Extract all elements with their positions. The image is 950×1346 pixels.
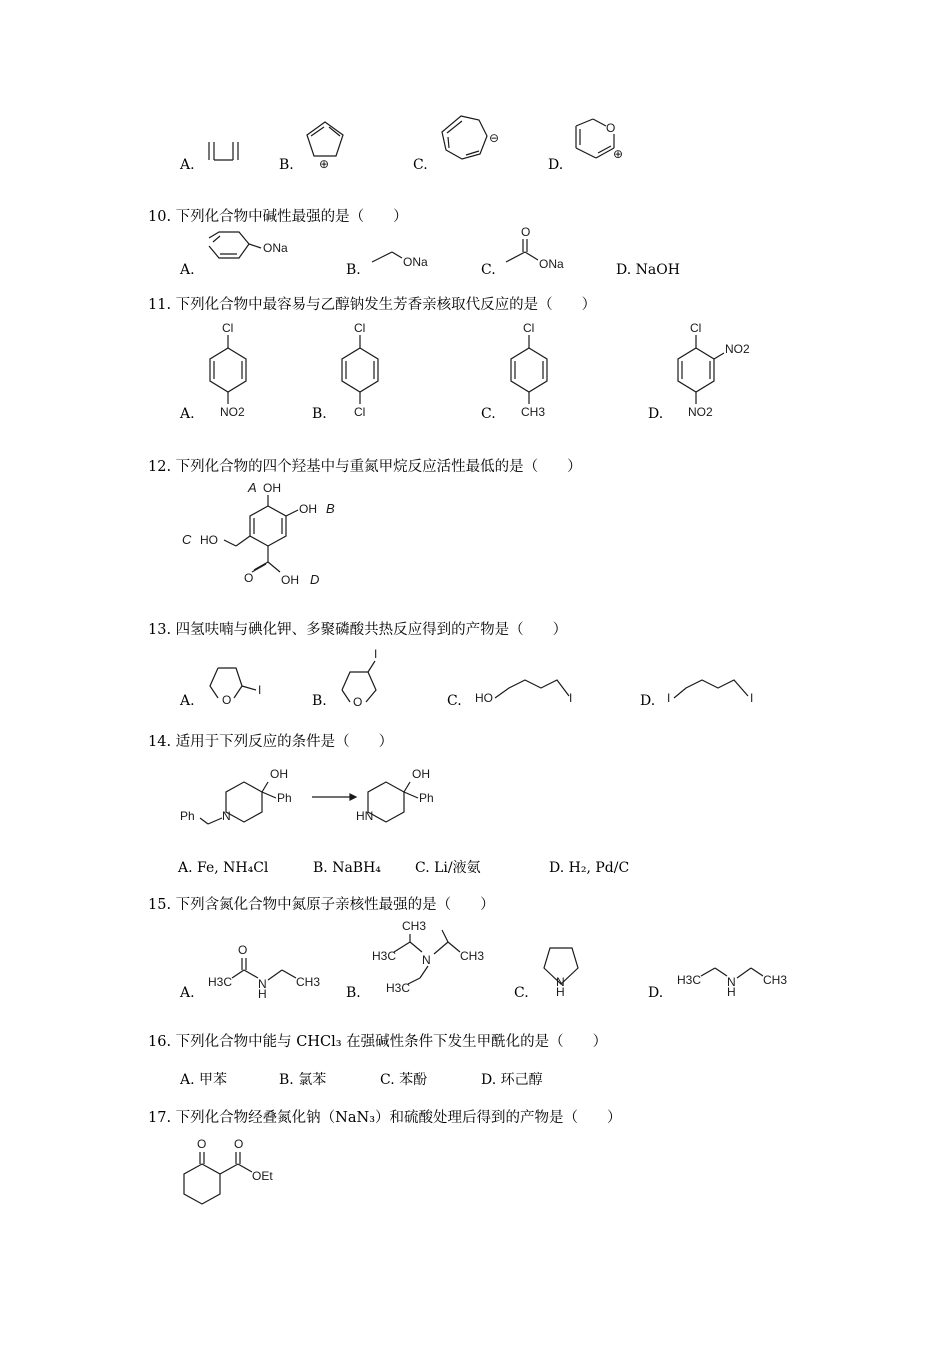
q15-a-n: N (258, 977, 267, 991)
q13-c-i: I (569, 691, 573, 705)
q14-n-reactant: N (222, 809, 231, 823)
q16-option-a[interactable]: A. 甲苯 (180, 1072, 228, 1088)
q12-label-a: A (248, 480, 257, 495)
q12-oh-d: OH (281, 573, 299, 587)
q13-stem: 13. 四氢呋喃与碘化钾、多聚磷酸共热反应得到的产物是（ ） (148, 622, 568, 638)
q15-structure-b (372, 916, 492, 998)
q12-label-b: B (326, 501, 335, 516)
q11-option-a[interactable]: A. (180, 406, 195, 422)
q11-option-d[interactable]: D. (648, 406, 664, 422)
q13-structure-a (204, 664, 274, 706)
q17-structure (180, 1134, 290, 1214)
q10-option-d[interactable]: D. NaOH (616, 262, 680, 278)
q13-structure-c (473, 674, 583, 708)
q12-ho-c: HO (200, 533, 218, 547)
q17-ketone-o: O (197, 1137, 207, 1151)
q12-oh-b: OH (299, 502, 317, 516)
q12-label-c: C (182, 532, 192, 547)
q14-ph-benzyl: Ph (180, 809, 195, 823)
q13-option-b[interactable]: B. (312, 693, 327, 709)
q12-oh-a: OH (263, 481, 281, 495)
q17-oet: OEt (252, 1169, 273, 1183)
q13-d-i-left: I (667, 691, 671, 705)
q14-ph-product: Ph (419, 791, 434, 805)
q9-structure-d (570, 116, 630, 168)
q10-c-label: ONa (539, 257, 564, 271)
q15-d-n: N (727, 975, 736, 989)
q13-a-i: I (258, 683, 262, 697)
q9-structure-c (436, 112, 506, 164)
q11-structure-b (332, 318, 392, 422)
q10-structure-a (205, 230, 295, 270)
q17-ester-o: O (234, 1137, 244, 1151)
q14-stem: 14. 适用于下列反应的条件是（ ） (148, 734, 394, 750)
q13-b-o: O (353, 695, 363, 709)
q15-option-c[interactable]: C. (514, 985, 529, 1001)
q15-c-n: N (556, 975, 565, 989)
q14-oh-reactant: OH (270, 767, 288, 781)
q13-d-i-right: I (750, 691, 754, 705)
q12-structure (178, 478, 348, 590)
q14-oh-product: OH (412, 767, 430, 781)
q15-b-h3c-left: H3C (372, 949, 397, 963)
q15-a-o: O (238, 943, 248, 957)
q11-structure-d (668, 318, 768, 422)
q10-option-b[interactable]: B. (346, 262, 361, 278)
q15-stem: 15. 下列含氮化合物中氮原子亲核性最强的是（ ） (148, 897, 495, 913)
q11-b-cl-bottom: Cl (354, 405, 366, 419)
q13-option-c[interactable]: C. (447, 693, 462, 709)
q15-a-h: H (258, 987, 267, 1001)
q13-b-i: I (374, 647, 378, 661)
q15-b-ch3-top: CH3 (402, 919, 427, 933)
q11-b-cl-top: Cl (354, 321, 366, 335)
q15-b-h3c-bottom: H3C (386, 981, 411, 995)
q11-c-cl: Cl (523, 321, 535, 335)
q14-option-a[interactable]: A. Fe, NH₄Cl (178, 860, 269, 876)
q12-label-d: D (310, 572, 320, 587)
q15-d-ch3: CH3 (763, 973, 788, 987)
q14-reaction-scheme (178, 762, 468, 832)
q11-option-c[interactable]: C. (481, 406, 496, 422)
q10-b-label: ONa (403, 255, 428, 269)
q13-c-ho: HO (475, 691, 493, 705)
q15-d-h: H (727, 985, 736, 999)
q13-structure-d (664, 674, 764, 708)
q11-a-cl: Cl (222, 321, 234, 335)
q14-option-d[interactable]: D. H₂, Pd/C (549, 860, 630, 876)
q9-option-b[interactable]: B. (279, 157, 294, 173)
q11-option-b[interactable]: B. (312, 406, 327, 422)
q10-stem: 10. 下列化合物中碱性最强的是（ ） (148, 209, 408, 225)
q11-structure-c (501, 318, 561, 422)
q16-option-d[interactable]: D. 环己醇 (481, 1072, 543, 1088)
q9-option-d[interactable]: D. (548, 157, 564, 173)
q11-structure-a (200, 318, 260, 422)
q11-c-ch3: CH3 (521, 405, 546, 419)
q9-structure-a (205, 138, 245, 164)
q11-d-cl: Cl (690, 321, 702, 335)
q10-structure-b (370, 246, 440, 270)
q15-c-h: H (556, 985, 565, 999)
q10-option-c[interactable]: C. (481, 262, 496, 278)
q17-stem: 17. 下列化合物经叠氮化钠（NaN₃）和硫酸处理后得到的产物是（ ） (148, 1110, 622, 1126)
q16-stem: 16. 下列化合物中能与 CHCl₃ 在强碱性条件下发生甲酰化的是（ ） (148, 1034, 608, 1050)
q16-option-c[interactable]: C. 苯酚 (380, 1072, 428, 1088)
q9-option-c[interactable]: C. (413, 157, 428, 173)
q15-option-a[interactable]: A. (180, 985, 195, 1001)
q15-d-h3c: H3C (677, 973, 702, 987)
q9-c-charge: ⊖ (489, 131, 500, 145)
q15-structure-d (675, 958, 795, 998)
q15-structure-c (538, 944, 588, 1000)
q11-a-no2: NO2 (220, 405, 245, 419)
q14-option-b[interactable]: B. NaBH₄ (313, 860, 381, 876)
q15-a-ch3: CH3 (296, 975, 321, 989)
q12-stem: 12. 下列化合物的四个羟基中与重氮甲烷反应活性最低的是（ ） (148, 459, 582, 475)
q11-d-no2-ortho: NO2 (725, 342, 750, 356)
q9-d-oxygen: O (606, 121, 616, 135)
q9-option-a[interactable]: A. (180, 157, 195, 173)
q13-option-d[interactable]: D. (640, 693, 656, 709)
q15-b-ch3-right: CH3 (460, 949, 485, 963)
q11-stem: 11. 下列化合物中最容易与乙醇钠发生芳香亲核取代反应的是（ ） (148, 297, 597, 313)
q9-b-charge: ⊕ (319, 157, 330, 171)
q10-c-oxygen: O (521, 225, 531, 239)
q14-ph-reactant: Ph (277, 791, 292, 805)
q13-structure-b (334, 646, 394, 708)
q10-structure-c (502, 224, 572, 270)
q15-structure-a (204, 940, 324, 1000)
q13-option-a[interactable]: A. (180, 693, 195, 709)
q11-d-no2-para: NO2 (688, 405, 713, 419)
q9-d-charge: ⊕ (613, 147, 624, 161)
q16-option-b[interactable]: B. 氯苯 (279, 1072, 327, 1088)
q14-hn-product: HN (356, 809, 374, 823)
q15-b-n: N (422, 953, 431, 967)
q15-option-d[interactable]: D. (648, 985, 664, 1001)
q9-structure-b (302, 118, 352, 170)
q12-carbonyl-o: O (244, 571, 254, 585)
q14-option-c[interactable]: C. Li/液氨 (415, 860, 481, 876)
q15-option-b[interactable]: B. (346, 985, 361, 1001)
q13-a-o: O (222, 693, 232, 707)
q15-a-h3c: H3C (208, 975, 233, 989)
q10-option-a[interactable]: A. (180, 262, 195, 278)
q10-a-label: ONa (263, 241, 288, 255)
